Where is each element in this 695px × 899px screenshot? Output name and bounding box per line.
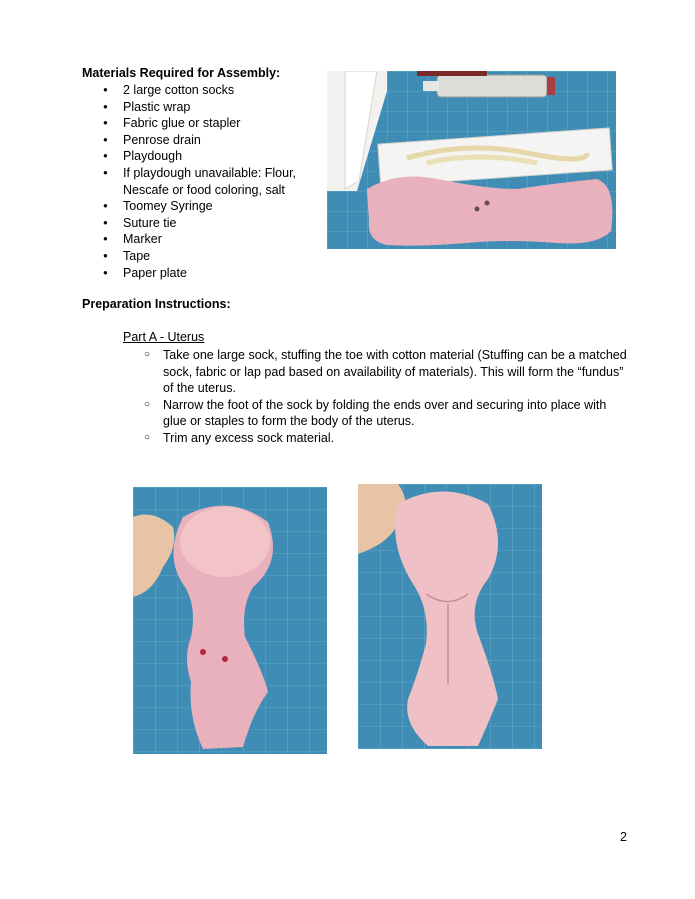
part-a-title: Part A - Uterus <box>123 330 205 344</box>
list-item: ● Tape <box>82 248 312 265</box>
list-item: ● 2 large cotton socks <box>82 82 312 99</box>
list-item: ○ Trim any excess sock material. <box>123 430 633 447</box>
preparation-heading: Preparation Instructions: <box>82 297 231 311</box>
list-item: ● Paper plate <box>82 265 312 282</box>
list-item: ○ Take one large sock, stuffing the toe with cotton material (Stuffing can be a matched sock, fabric or lap pad based on availability of materials). This will form the “fundus” of the uterus. <box>123 347 633 397</box>
page-number: 2 <box>620 830 627 844</box>
list-item: ● Fabric glue or stapler <box>82 115 312 132</box>
materials-photo <box>327 71 616 249</box>
folded-sock-photo <box>358 484 542 749</box>
list-item: ○ Narrow the foot of the sock by folding the ends over and securing into place with glue or staples to form the body of the uterus. <box>123 397 633 430</box>
stuffed-sock-photo <box>133 487 327 754</box>
list-item: ● If playdough unavailable: Flour, Nescafe or food coloring, salt <box>82 165 312 198</box>
materials-list <box>82 82 312 281</box>
list-item: ● Plastic wrap <box>82 99 312 116</box>
list-item: ● Suture tie <box>82 215 312 232</box>
list-item: ● Marker <box>82 231 312 248</box>
materials-heading: Materials Required for Assembly: <box>82 66 281 80</box>
list-item: ● Playdough <box>82 148 312 165</box>
part-a-steps <box>123 347 633 447</box>
list-item: ● Toomey Syringe <box>82 198 312 215</box>
list-item: ● Penrose drain <box>82 132 312 149</box>
